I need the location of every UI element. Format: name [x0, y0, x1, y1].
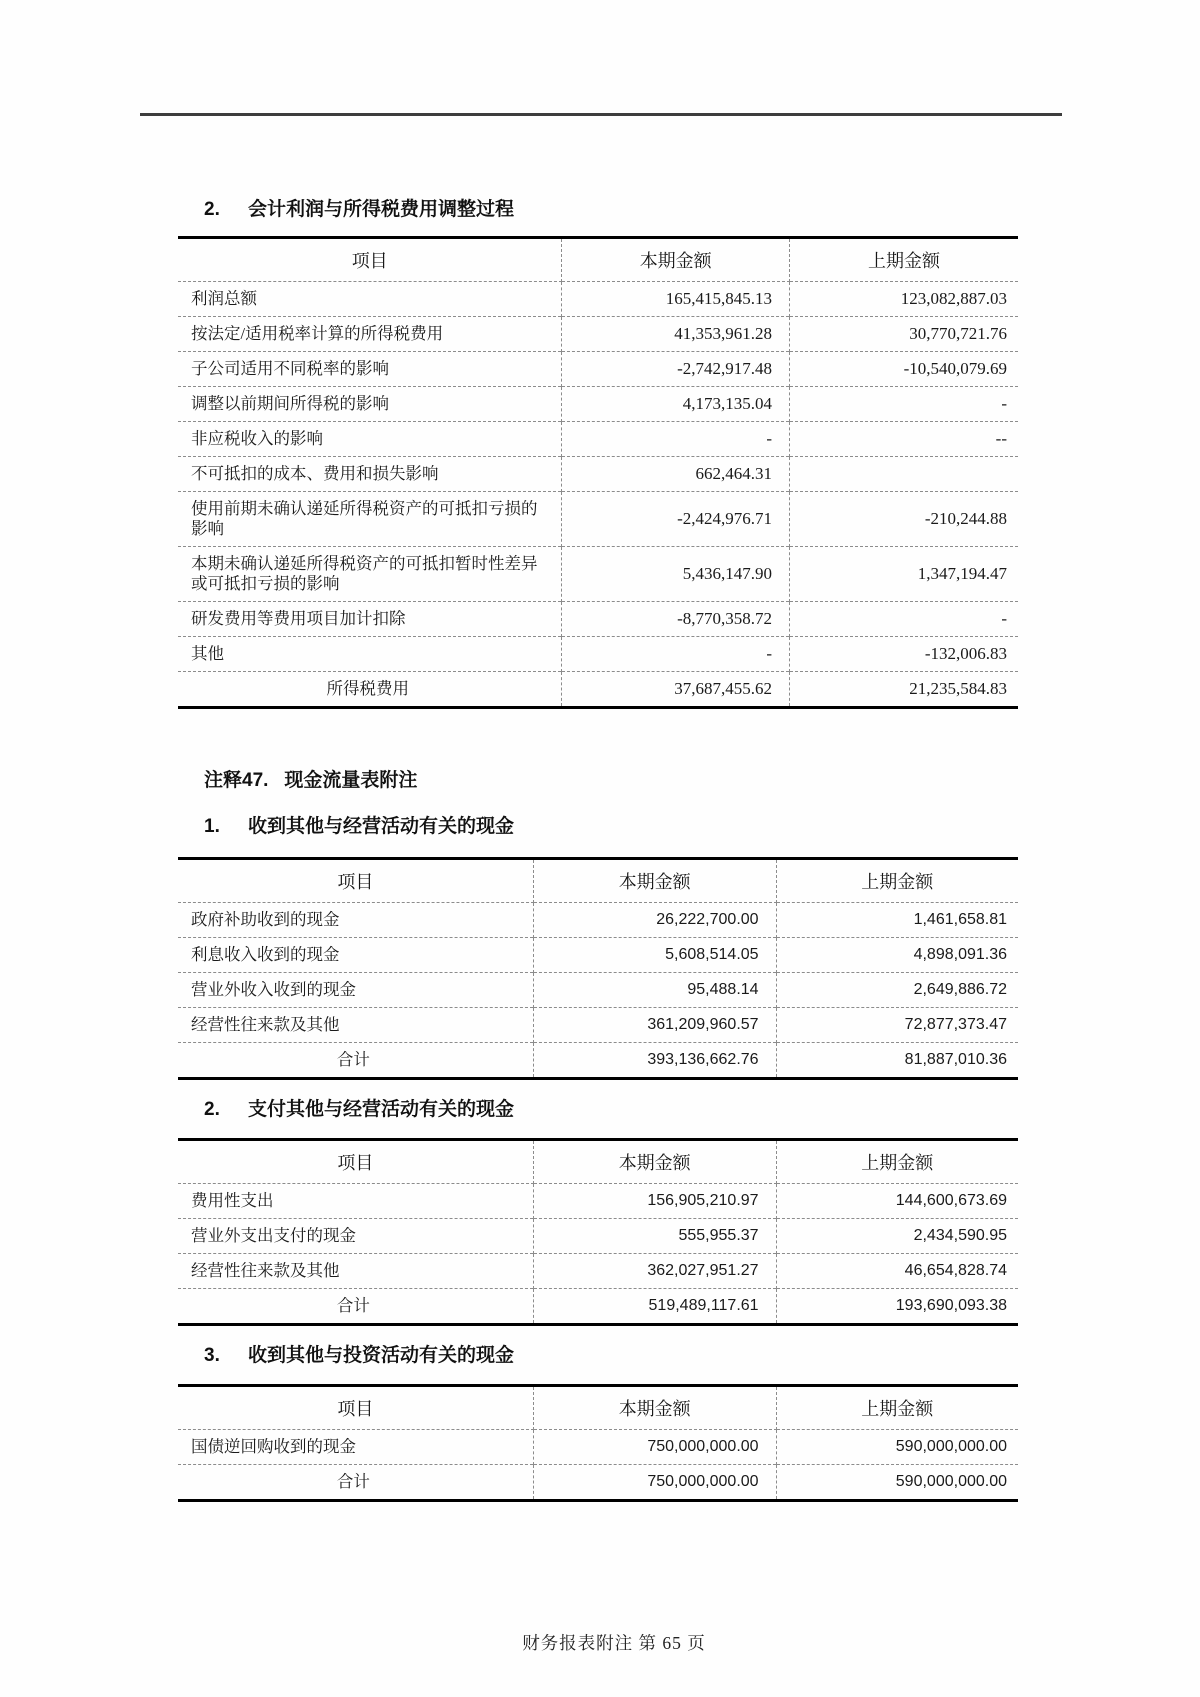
table-row: [178, 1254, 1018, 1289]
prior-amount-cell: 81,887,010.36: [776, 1043, 1018, 1079]
heading-title: 支付其他与经营活动有关的现金: [248, 1099, 515, 1120]
item-label-cell: 研发费用等费用项目加计扣除: [178, 602, 562, 637]
table-row: [178, 352, 1018, 387]
header-rule: [140, 113, 1062, 116]
column-header: 本期金额: [562, 238, 790, 282]
table-row: [178, 938, 1018, 973]
item-label-cell: 费用性支出: [178, 1184, 533, 1219]
total-row: [178, 1465, 1018, 1501]
table-row: [178, 637, 1018, 672]
heading-title: 收到其他与投资活动有关的现金: [248, 1345, 515, 1366]
column-header: 上期金额: [790, 238, 1019, 282]
prior-amount-cell: -: [790, 602, 1019, 637]
other-investing-cash-received-table: [178, 1384, 1018, 1502]
other-investing-cash-received-heading: [204, 1344, 1018, 1368]
table-row: [178, 903, 1018, 938]
prior-amount-cell: 2,649,886.72: [776, 973, 1018, 1008]
table-row: [178, 1184, 1018, 1219]
item-label-cell: 调整以前期间所得税的影响: [178, 387, 562, 422]
prior-amount-cell: -132,006.83: [790, 637, 1019, 672]
item-label-cell: 使用前期未确认递延所得税资产的可抵扣亏损的影响: [178, 492, 562, 547]
income-tax-adjustment-heading: [204, 198, 1018, 222]
prior-amount-cell: -: [790, 387, 1019, 422]
prior-amount-cell: 144,600,673.69: [895, 1192, 1007, 1209]
table-row: [178, 422, 1018, 457]
table-row: [178, 547, 1018, 602]
table-row: [178, 973, 1018, 1008]
current-amount-cell: -: [562, 637, 790, 672]
header-row: [178, 859, 1018, 903]
current-amount-cell: 156,905,210.97: [533, 1184, 776, 1219]
current-amount-cell: 362,027,951.27: [533, 1254, 776, 1289]
table-row: [178, 282, 1018, 317]
heading-number: 2.: [204, 1099, 220, 1120]
heading-title: 收到其他与经营活动有关的现金: [248, 816, 515, 837]
column-header: 上期金额: [776, 859, 1018, 903]
total-row: [178, 672, 1018, 708]
heading-number: 2.: [204, 199, 220, 220]
current-amount-cell: 37,687,455.62: [562, 672, 790, 708]
total-row: [178, 1289, 1018, 1325]
item-label-cell: 本期未确认递延所得税资产的可抵扣暂时性差异或可抵扣亏损的影响: [178, 547, 562, 602]
column-header: 本期金额: [533, 859, 776, 903]
current-amount-cell: 165,415,845.13: [562, 282, 790, 317]
prior-amount-cell: 1,461,658.81: [913, 911, 1007, 928]
other-operating-cash-received-heading: [204, 815, 1018, 839]
current-amount-cell: -8,770,358.72: [562, 602, 790, 637]
prior-amount-cell: [790, 457, 1019, 492]
note47-heading: [204, 769, 1018, 793]
heading-title: 现金流量表附注: [284, 770, 418, 791]
current-amount-cell: 4,173,135.04: [562, 387, 790, 422]
item-label-cell: 非应税收入的影响: [178, 422, 562, 457]
prior-amount-cell: 590,000,000.00: [895, 1438, 1007, 1455]
current-amount-cell: -2,742,917.48: [562, 352, 790, 387]
item-label-cell: 子公司适用不同税率的影响: [178, 352, 562, 387]
prior-amount-cell: 123,082,887.03: [900, 289, 1007, 308]
item-label-cell: 合计: [178, 1289, 533, 1325]
column-header: 本期金额: [533, 1140, 776, 1184]
item-label-cell: 国债逆回购收到的现金: [178, 1430, 533, 1465]
item-label-cell: 其他: [178, 637, 562, 672]
table-row: [178, 602, 1018, 637]
current-amount-cell: 41,353,961.28: [562, 317, 790, 352]
table-row: [178, 387, 1018, 422]
other-operating-cash-paid-table: [178, 1138, 1018, 1326]
header-row: [178, 238, 1018, 282]
current-amount-cell: 361,209,960.57: [533, 1008, 776, 1043]
table-row: [178, 317, 1018, 352]
current-amount-cell: 393,136,662.76: [533, 1043, 776, 1079]
other-operating-cash-received-table: [178, 857, 1018, 1080]
current-amount-cell: 95,488.14: [533, 973, 776, 1008]
item-label-cell: 不可抵扣的成本、费用和损失影响: [178, 457, 562, 492]
prior-amount-cell: 1,347,194.47: [790, 547, 1019, 602]
header-row: [178, 1386, 1018, 1430]
item-label-cell: 利息收入收到的现金: [178, 938, 533, 973]
heading-number: 3.: [204, 1345, 220, 1366]
current-amount-cell: 750,000,000.00: [533, 1465, 776, 1501]
current-amount-cell: -: [562, 422, 790, 457]
current-amount-cell: -2,424,976.71: [562, 492, 790, 547]
prior-amount-cell: 72,877,373.47: [776, 1008, 1018, 1043]
table-row: [178, 1430, 1018, 1465]
table-row: [178, 457, 1018, 492]
current-amount-cell: 662,464.31: [562, 457, 790, 492]
prior-amount-cell: 2,434,590.95: [776, 1219, 1018, 1254]
prior-amount-cell: --: [790, 422, 1019, 457]
current-amount-cell: 519,489,117.61: [533, 1289, 776, 1325]
column-header: 上期金额: [776, 1386, 1018, 1430]
item-label-cell: 利润总额: [178, 282, 562, 317]
header-row: [178, 1140, 1018, 1184]
prior-amount-cell: 30,770,721.76: [790, 317, 1019, 352]
item-label-cell: 政府补助收到的现金: [178, 903, 533, 938]
other-operating-cash-paid-heading: [204, 1098, 1018, 1122]
column-header: 本期金额: [533, 1386, 776, 1430]
column-header: 项目: [178, 1140, 533, 1184]
income-tax-adjustment-table: [178, 236, 1018, 709]
current-amount-cell: 5,608,514.05: [533, 938, 776, 973]
item-label-cell: 营业外支出支付的现金: [178, 1219, 533, 1254]
column-header: 项目: [178, 859, 533, 903]
prior-amount-cell: -10,540,079.69: [790, 352, 1019, 387]
heading-number: 1.: [204, 816, 220, 837]
prior-amount-cell: 46,654,828.74: [776, 1254, 1018, 1289]
table-row: [178, 492, 1018, 547]
heading-number: 注释47.: [204, 770, 269, 791]
item-label-cell: 经营性往来款及其他: [178, 1254, 533, 1289]
prior-amount-cell: 4,898,091.36: [776, 938, 1018, 973]
column-header: 项目: [178, 1386, 533, 1430]
current-amount-cell: 555,955.37: [533, 1219, 776, 1254]
item-label-cell: 经营性往来款及其他: [178, 1008, 533, 1043]
item-label-cell: 合计: [178, 1465, 533, 1501]
item-label-cell: 按法定/适用税率计算的所得税费用: [178, 317, 562, 352]
current-amount-cell: 750,000,000.00: [533, 1430, 776, 1465]
prior-amount-cell: -210,244.88: [790, 492, 1019, 547]
item-label-cell: 营业外收入收到的现金: [178, 973, 533, 1008]
item-label-cell: 所得税费用: [178, 672, 562, 708]
table-row: [178, 1008, 1018, 1043]
current-amount-cell: 26,222,700.00: [533, 903, 776, 938]
column-header: 上期金额: [776, 1140, 1018, 1184]
column-header: 项目: [178, 238, 562, 282]
prior-amount-cell: 193,690,093.38: [776, 1289, 1018, 1325]
item-label-cell: 合计: [178, 1043, 533, 1079]
page-content: [178, 198, 1018, 1502]
current-amount-cell: 5,436,147.90: [562, 547, 790, 602]
total-row: [178, 1043, 1018, 1079]
heading-title: 会计利润与所得税费用调整过程: [248, 199, 515, 220]
prior-amount-cell: 21,235,584.83: [790, 672, 1019, 708]
prior-amount-cell: 590,000,000.00: [776, 1465, 1018, 1501]
page-footer: 财务报表附注 第 65 页: [522, 1633, 706, 1653]
table-row: [178, 1219, 1018, 1254]
